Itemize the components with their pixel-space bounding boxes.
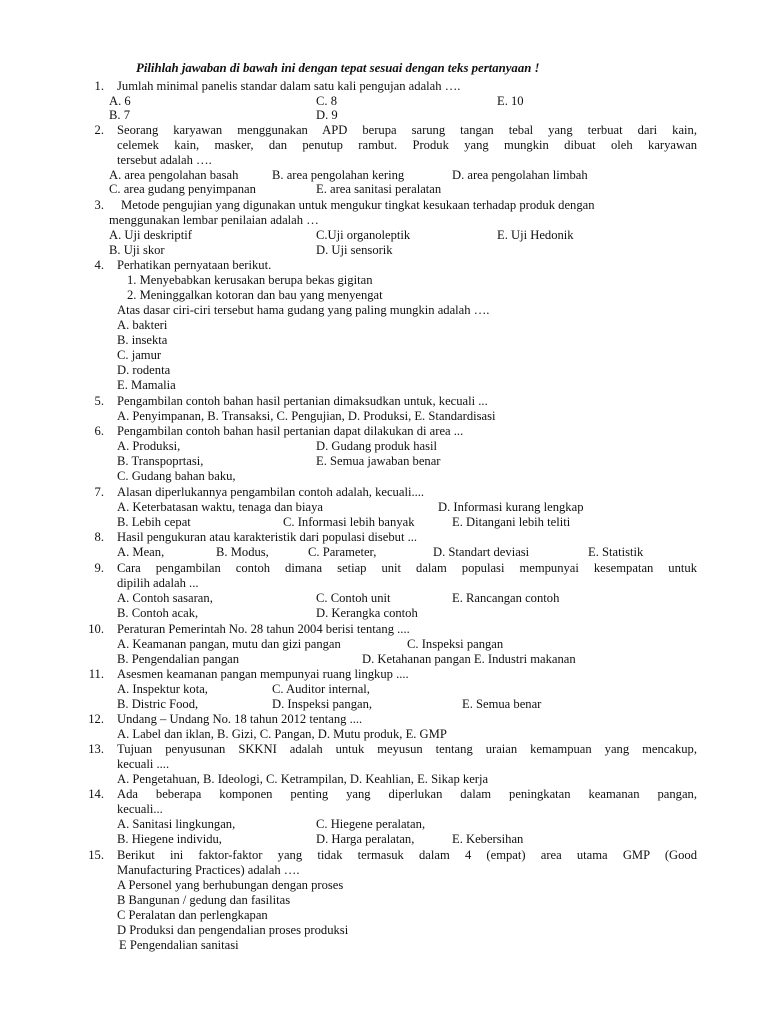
question-number: 5.	[94, 394, 104, 408]
question-number: 12.	[88, 712, 104, 726]
option: B. Modus,	[216, 545, 269, 559]
question-number: 14.	[88, 787, 104, 801]
option: A. Keamanan pangan, mutu dan gizi pangan	[117, 637, 341, 651]
option: E. Semua jawaban benar	[316, 454, 441, 468]
option: A. area pengolahan basah	[109, 168, 239, 182]
option: C. 8	[316, 94, 337, 108]
option: A. Penyimpanan, B. Transaksi, C. Pengujian, D. Produksi, E. Standardisasi	[117, 409, 496, 423]
question-text: Cara pengambilan contoh dimana setiap unit dalam populasi mempunyai kesempatan untuk	[117, 561, 697, 575]
option: B. Pengendalian pangan	[117, 652, 240, 666]
question-text: Manufacturing Practices) adalah ….	[117, 863, 300, 877]
option: C Peralatan dan perlengkapan	[117, 908, 268, 922]
question-text: Metode pengujian yang digunakan untuk mengukur tingkat kesukaan terhadap produk dengan	[121, 198, 595, 212]
option: C. Auditor internal,	[272, 682, 370, 696]
question-text: Peraturan Pemerintah No. 28 tahun 2004 berisi tentang ....	[117, 622, 410, 636]
option: A. Pengetahuan, B. Ideologi, C. Ketrampilan, D. Keahlian, E. Sikap kerja	[117, 772, 489, 786]
question-number: 1.	[94, 79, 104, 93]
option: C. Informasi lebih banyak	[283, 515, 415, 529]
question-number: 2.	[94, 123, 104, 137]
option: A. Label dan iklan, B. Gizi, C. Pangan, D. Mutu produk, E. GMP	[117, 727, 447, 741]
question-number: 15.	[88, 848, 104, 862]
question-text: Ada beberapa komponen penting yang diperlukan dalam peningkatan keamanan pangan,	[117, 787, 697, 801]
option: E. area sanitasi peralatan	[316, 182, 442, 196]
option: A. Inspektur kota,	[117, 682, 208, 696]
option: B. Uji skor	[109, 243, 165, 257]
question-number: 7.	[94, 485, 104, 499]
option: D. rodenta	[117, 363, 171, 377]
question-number: 10.	[88, 622, 104, 636]
option: E. Rancangan contoh	[452, 591, 560, 605]
option: E. Uji Hedonik	[497, 228, 574, 242]
option: E Pengendalian sanitasi	[119, 938, 239, 952]
question-text: Perhatikan pernyataan berikut.	[117, 258, 272, 272]
option: A. Contoh sasaran,	[117, 591, 213, 605]
option: D. Uji sensorik	[316, 243, 393, 257]
question-text: tersebut adalah ….	[117, 153, 212, 167]
instruction-title: Pilihlah jawaban di bawah ini dengan tepat sesuai dengan teks pertanyaan !	[136, 61, 540, 75]
option: C. Contoh unit	[316, 591, 391, 605]
question-text: dipilih adalah ...	[117, 576, 199, 590]
question-number: 6.	[94, 424, 104, 438]
question-text: Atas dasar ciri-ciri tersebut hama gudang yang paling mungkin adalah ….	[117, 303, 490, 317]
option: E. Statistik	[588, 545, 644, 559]
question-text: kecuali ....	[117, 757, 170, 771]
option: E. Ditangani lebih teliti	[452, 515, 571, 529]
statement-item: 1. Menyebabkan kerusakan berupa bekas gigitan	[127, 273, 373, 287]
question-text: Asesmen keamanan pangan mempunyai ruang lingkup ....	[117, 667, 409, 681]
question-number: 13.	[88, 742, 104, 756]
option: B. Transpoprtasi,	[117, 454, 204, 468]
question-text: Tujuan penyusunan SKKNI adalah untuk meyusun tentang uraian kemampuan yang mencakup,	[117, 742, 697, 756]
option: A. 6	[109, 94, 131, 108]
question-text: Pengambilan contoh bahan hasil pertanian dapat dilakukan di area ...	[117, 424, 464, 438]
option: B. Distric Food,	[117, 697, 199, 711]
option: A Personel yang berhubungan dengan proses	[117, 878, 344, 892]
question-text: Berikut ini faktor-faktor yang tidak termasuk dalam 4 (empat) area utama GMP (Good	[117, 848, 697, 862]
option: D. Standart deviasi	[433, 545, 530, 559]
option: A. Mean,	[117, 545, 165, 559]
option: D. Inspeksi pangan,	[272, 697, 373, 711]
question-text: menggunakan lembar penilaian adalah …	[109, 213, 319, 227]
question-number: 8.	[94, 530, 104, 544]
option: D. Ketahanan pangan E. Industri makanan	[362, 652, 576, 666]
option: C. Hiegene peralatan,	[316, 817, 426, 831]
question-number: 4.	[94, 258, 104, 272]
option: D. Informasi kurang lengkap	[438, 500, 584, 514]
option: B. 7	[109, 108, 130, 122]
statement-item: 2. Meninggalkan kotoran dan bau yang menyengat	[127, 288, 383, 302]
question-number: 9.	[94, 561, 104, 575]
option: A. Keterbatasan waktu, tenaga dan biaya	[117, 500, 323, 514]
option: B. insekta	[117, 333, 168, 347]
option: C. Inspeksi pangan	[407, 637, 504, 651]
question-text: Hasil pengukuran atau karakteristik dari populasi disebut ...	[117, 530, 418, 544]
question-number: 3.	[94, 198, 104, 212]
option: E. Mamalia	[117, 378, 176, 392]
question-text: Alasan diperlukannya pengambilan contoh adalah, kecuali....	[117, 485, 425, 499]
option: B. Hiegene individu,	[117, 832, 222, 846]
option: C. jamur	[117, 348, 162, 362]
question-text: Jumlah minimal panelis standar dalam satu kali pengujan adalah ….	[117, 79, 461, 93]
option: B Bangunan / gedung dan fasilitas	[117, 893, 291, 907]
option: E. Kebersihan	[452, 832, 524, 846]
option: D Produksi dan pengendalian proses produksi	[117, 923, 349, 937]
question-text: Seorang karyawan menggunakan APD berupa sarung tangan tebal yang terbuat dari kain,	[117, 123, 697, 137]
option: E. Semua benar	[462, 697, 542, 711]
question-text: Pengambilan contoh bahan hasil pertanian dimaksudkan untuk, kecuali ...	[117, 394, 488, 408]
option: C. Gudang bahan baku,	[117, 469, 236, 483]
option: B. Lebih cepat	[117, 515, 191, 529]
option: D. Gudang produk hasil	[316, 439, 438, 453]
option: D. Kerangka contoh	[316, 606, 418, 620]
option: B. area pengolahan kering	[272, 168, 405, 182]
option: C. area gudang penyimpanan	[109, 182, 256, 196]
option: E. 10	[497, 94, 524, 108]
option: C. Parameter,	[308, 545, 377, 559]
option: A. Sanitasi lingkungan,	[117, 817, 236, 831]
option: A. Uji deskriptif	[109, 228, 192, 242]
option: C.Uji organoleptik	[316, 228, 411, 242]
option: D. area pengolahan limbah	[452, 168, 588, 182]
option: A. bakteri	[117, 318, 168, 332]
option: A. Produksi,	[117, 439, 181, 453]
question-text: celemek kain, masker, dan penutup rambut. Produk yang mungkin dibuat oleh karyawan	[117, 138, 697, 152]
question-text: kecuali...	[117, 802, 163, 816]
question-text: Undang – Undang No. 18 tahun 2012 tentang ....	[117, 712, 363, 726]
option: B. Contoh acak,	[117, 606, 199, 620]
option: D. 9	[316, 108, 338, 122]
question-number: 11.	[88, 667, 104, 681]
option: D. Harga peralatan,	[316, 832, 415, 846]
